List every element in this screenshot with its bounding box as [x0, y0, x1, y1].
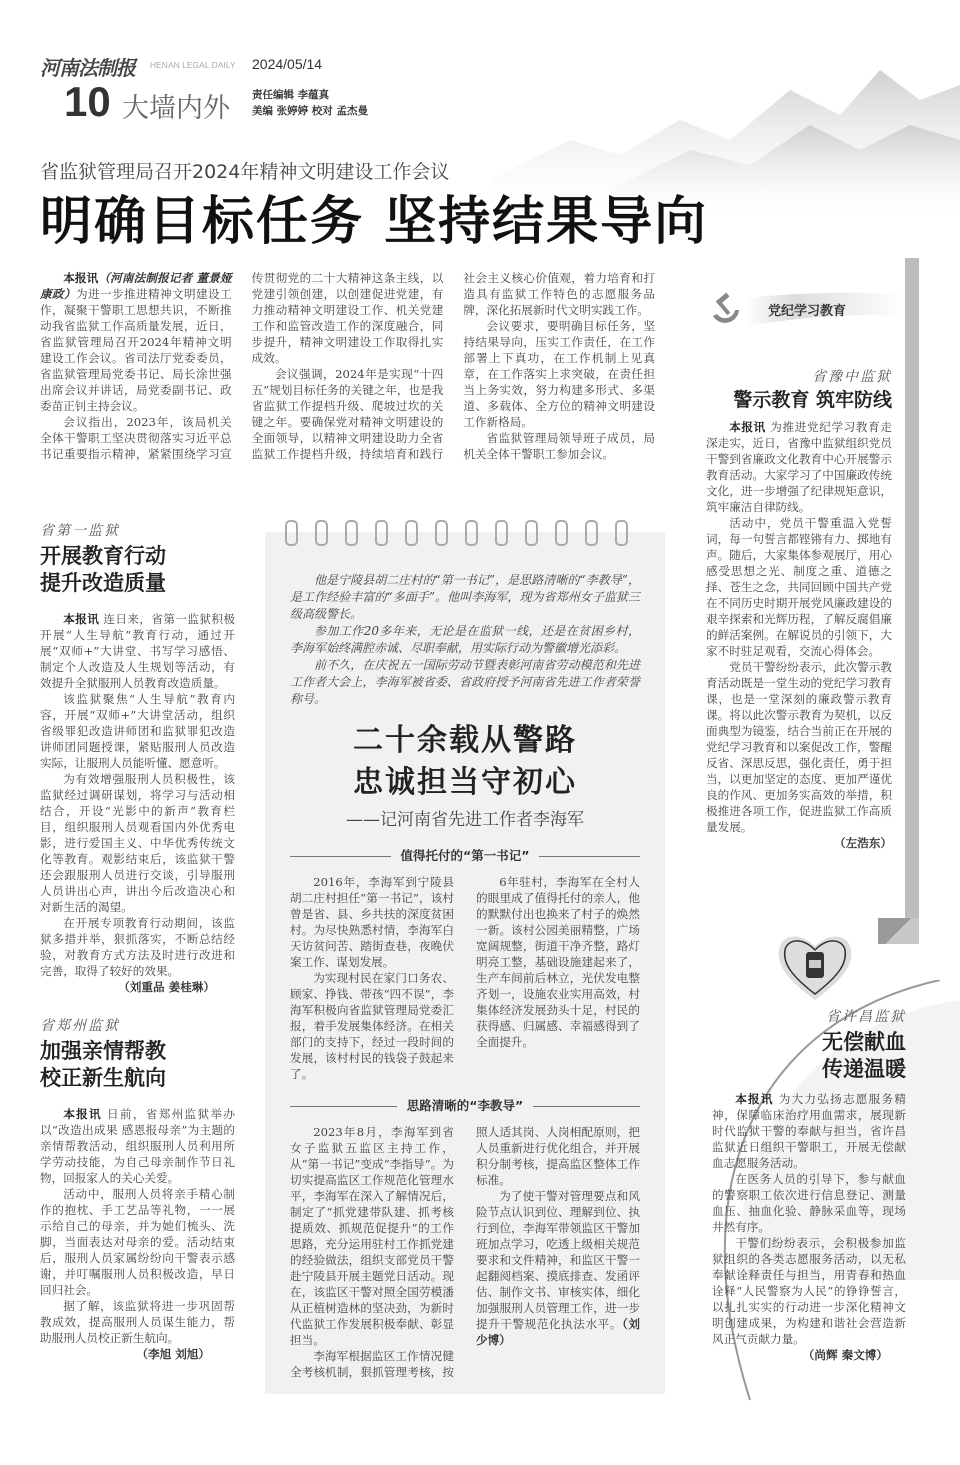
divider — [290, 1106, 397, 1107]
paragraph: 在医务人员的引导下，参与献血的警察职工依次进行信息登记、测量血压、抽血化验、静脉采血等，现场井然有序。 — [712, 1172, 906, 1234]
byline: （李旭 刘旭） — [136, 1347, 210, 1361]
headline-line: 传递温暖 — [822, 1057, 906, 1081]
party-column — [706, 368, 892, 851]
paragraph: 本报讯（河南法制报记者 董景娅 康政）为进一步推进精神文明建设工作，凝聚干警职工思想共识，不断推动我省监狱工作高质量发展，近日，省监狱管理局召开2024年精神文明建设工作会议。省司法厅党委委员，省监狱管理局党委书记、局长涂世强出席会议并讲话，局党委副书记、政委苗正钊主持会议。 — [40, 271, 232, 413]
paragraph: 前不久，在庆祝五一国际劳动节暨表彰河南省劳动模范和先进工作者大会上，李海军被省委、省政府授予河南省先进工作者荣誉称号。 — [290, 658, 640, 706]
issue-date: 2024/05/14 — [252, 56, 323, 72]
left-column — [40, 522, 235, 1362]
newspaper-logo: 河南法制报 — [40, 56, 135, 80]
paragraph: 2016年，李海军到宁陵县胡二庄村担任“第一书记”，该村曾是省、县、乡共扶的深度贫困村。为尽快熟悉村情，李海军白天访贫问苦、踏街查巷，夜晚伏案工作、谋划发展。 — [290, 875, 454, 969]
feature-section-body — [290, 874, 640, 1082]
paragraph: 本报讯 为推进党纪学习教育走深走实，近日，省豫中监狱组织党员干警到省廉政文化教育中心开展警示教育活动。大家学习了中国廉政传统文化，进一步增强了纪律规矩意识，筑牢廉洁自律防线。 — [706, 420, 892, 514]
paragraph: 会议要求，要明确目标任务，坚持结果导向，压实工作责任，在工作部署上下真功，在工作机制上见真章，在工作落实上求突破，在责任担当上务实效，努力构建多形式、多渠道、多载体、全方位的精神文明建设工作新格局。 — [463, 319, 655, 429]
lead-article-body — [40, 270, 655, 462]
headline-line: 开展教育行动 — [40, 544, 166, 568]
binder-ring — [495, 520, 508, 546]
editor-credits — [252, 87, 368, 119]
headline-line: 无偿献血 — [822, 1030, 906, 1054]
feature-section-body — [290, 1124, 640, 1380]
paragraph: 为有效增强服刑人员积极性，该监狱经过调研谋划，将学习与活动相结合，开设“光影中的新声”教育栏目，组织服刑人员观看国内外优秀电影，进行爱国主义、中华优秀传统文化等教育。观影结束后，该监狱干警还会跟服刑人员进行交谈，引导服刑人员讲出心声，讲出今后改造决心和对新生活的渴望。 — [40, 772, 235, 914]
headline-line: 提升改造质量 — [40, 571, 166, 595]
headline-line: 加强亲情帮教 — [40, 1039, 166, 1063]
paragraph: 活动中，党员干警重温入党誓词，每一句誓言都铿锵有力、掷地有声。随后，大家集体参观展厅，用心感受思想之光、制度之重、道德之择、苍生之念，共同回顾中国共产党在不同历史时期开展党风廉政建设的艰辛探索和光辉历程，了解反腐倡廉的鲜活案例。在解说员的引领下，大家不时驻足观看，交流心得体会。 — [706, 516, 892, 658]
byline: （刘少博） — [476, 1317, 640, 1347]
feature-box — [265, 532, 665, 1394]
feature-subtitle: ——记河南省先进工作者李海军 — [346, 810, 584, 830]
paragraph: 会议强调，2024年是实现“十四五”规划目标任务的关键之年，也是我省监狱工作提档升级、爬坡过坎的关键之年。要确保党对精神文明建设的全面领导，以精神文明建设助力全省监狱工作提档升级，持续培育和践行社会主义核心价值观，着力培育和打造具有监狱工作特色的志愿服务品牌，深化拓展新时代文明实践工作。 — [251, 271, 655, 461]
kicker: 省郑州监狱 — [40, 1018, 120, 1034]
paragraph: 活动中，服刑人员将亲手精心制作的抱枕、手工艺品等礼物，一一展示给自己的母亲，并为她们梳头、洗脚，当面表达对母亲的爱。活动结束后，服刑人员家属纷纷向干警表示感谢，并叮嘱服刑人员积极改造，早日回归社会。 — [40, 1187, 235, 1297]
xuchang-prison-article — [712, 1091, 906, 1363]
binder-ring — [585, 520, 598, 546]
newspaper-english-name: HENAN LEGAL DAILY — [150, 60, 236, 70]
paragraph: 为实现村民在家门口务农、顾家、挣钱、带孩“四不误”，李海军积极向省监狱管理局党委汇报，着手发展集体经济。在相关部门的支持下，经过一段时间的发展，该村村民的钱袋子鼓起来了。 — [290, 971, 454, 1081]
binder-ring — [465, 520, 478, 546]
party-banner-label: 党纪学习教育 — [768, 304, 847, 319]
divider — [539, 856, 640, 857]
paragraph: 据了解，该监狱将进一步巩固帮教成效，提高服刑人员谋生能力，帮助服刑人员校正新生航向。 — [40, 1299, 235, 1345]
section-name: 大墙内外 — [122, 93, 230, 124]
paragraph: 本报讯 连日来，省第一监狱积极开展“人生导航”教育行动，通过开展“双师+”大讲堂、书写学习感悟、制定个人改造及人生规划等活动，有效提升全狱服刑人员教育改造质量。 — [40, 612, 235, 690]
kicker: 省第一监狱 — [40, 523, 120, 539]
lead-headline: 明确目标任务 坚持结果导向 — [40, 191, 709, 252]
feature-intro — [290, 572, 640, 708]
byline: （刘重品 姜桂琳） — [118, 980, 215, 994]
zhengzhou-prison-header — [40, 1017, 235, 1092]
binder-ring — [435, 520, 448, 546]
paragraph: 为了使干警对管理要点和风险节点认识到位、理解到位、执行到位，李海军带领监区干警加班加点学习，吃透上级相关规范要求和文件精神，和监区干警一起翻阅档案、摸底排查、发函评估、制作文书、审核实体，细化加强服刑人员管理工作，进一步提升干警规范化执法水平。（刘少博） — [476, 1189, 640, 1347]
paragraph: 2023年8月，李海军到省女子监狱五监区主持工作，从“第一书记”变成“李指导”。为切实提高监区工作规范化管理水平，李海军在深入了解情况后，制定了“抓党建带队建、抓考核提质效、抓规范促提升”的工作思路，充分运用驻村工作抓党建的经验做法，组织支部党员干警赴宁陵县开展主题党日活动。现在，该监区干警对照全国劳模潘从正植树造林的坚决劲，为新时代监狱工作发展积极奉献、彰显担当。 — [290, 1125, 454, 1347]
byline: （左浩东） — [834, 836, 892, 850]
binder-ring — [405, 520, 418, 546]
binder-ring — [285, 520, 298, 546]
divider — [533, 1106, 640, 1107]
feature-headline — [290, 720, 640, 804]
editor-line: 责任编辑 李蕴真 — [252, 89, 330, 101]
frame-fold — [878, 918, 919, 944]
first-prison-article — [40, 611, 235, 995]
blood-donation-heart-icon — [775, 928, 855, 1004]
binder-ring — [525, 520, 538, 546]
first-prison-header — [40, 522, 235, 597]
lead-tag: 本报讯 — [63, 271, 99, 285]
paragraph: 会议指出，2023年，该局机关全体干警职工坚决贯彻落实习近平总书记重要指示精神，紧紧围绕学习宣传贯彻党的二十大精神这条主线，以党建引领创建，以创建促进党建，有力推动精神文明建设工作、机关党建工作和监管改造工作的深度融合，同步提升，精神文明建设工作取得扎实成效。 — [40, 271, 444, 461]
section-heading: 值得托付的“第一书记” — [290, 848, 640, 864]
headline-line: 忠诚担当守初心 — [353, 765, 577, 800]
kicker: 省许昌监狱 — [826, 1009, 906, 1025]
party-article-header — [706, 368, 892, 413]
paragraph: 该监狱聚焦“人生导航”教育内容，开展“双师+”大讲堂活动，组织省级罪犯改造讲师团和监狱罪犯改造讲师团同题授课，紧贴服刑人员改造实际，让服刑人员能听懂、愿意听。 — [40, 692, 235, 770]
design-line: 美编 张婷婷 校对 孟杰曼 — [252, 105, 368, 117]
party-article-body — [706, 419, 892, 851]
frame-border — [905, 258, 919, 918]
page-number: 10 — [64, 78, 111, 125]
section-heading: 思路清晰的“李教导” — [290, 1098, 640, 1114]
paragraph: 在开展专项教育行动期间，该监狱多措并举，狠抓落实，不断总结经验，对教育方式方法及时进行改进和完善，取得了较好的效果。 — [40, 916, 235, 978]
hammer-sickle-icon — [713, 293, 739, 323]
binder-ring — [315, 520, 328, 546]
xuchang-column — [712, 1008, 906, 1363]
paragraph: 6年驻村，李海军在全村人的眼里成了值得托付的亲人，他的默默付出也换来了村子的焕然一新。该村公园美丽精整，广场宽阔规整，街道干净齐整，路灯明亮工整，基础设施建起来了，生产车间前后林立，光伏发电整齐划一，设施农业实用高效，村集体经济发展劲头十足，村民的获得感、归属感、幸福感得到了全面提升。 — [476, 875, 640, 1049]
paragraph: 干警们纷纷表示，会积极参加监狱组织的各类志愿服务活动，以无私奉献诠释责任与担当，用青春和热血诠释“人民警察为人民”的铮铮誓言，以扎扎实实的行动进一步深化精神文明创建成果，为构建和谐社会营造新风正气贡献力量。 — [712, 1236, 906, 1346]
binder-ring — [615, 520, 628, 546]
lead-subtitle: 省监狱管理局召开2024年精神文明建设工作会议 — [40, 161, 450, 183]
paragraph: 本报讯 日前，省郑州监狱举办以“改造出成果 感恩报母亲”为主题的亲情帮教活动，组织服刑人员利用所学劳动技能，为自己母亲制作节日礼物，回报家人的关心关爱。 — [40, 1107, 235, 1185]
binder-ring — [375, 520, 388, 546]
headline-line: 校正新生航向 — [40, 1066, 166, 1090]
binder-ring — [555, 520, 568, 546]
paragraph: 党员干警纷纷表示，此次警示教育活动既是一堂生动的党纪学习教育课，也是一堂深刻的廉政警示教育课。将以此次警示教育为契机，以反面典型为镜鉴，结合当前正在开展的党纪学习教育和以案促改工作，警醒反省、深思反思，强化责任，勇于担当，以更加坚定的态度、更加严谨优良的作风、更加务实高效的举措，积极推进各项工作，促进监狱工作高质量发展。 — [706, 660, 892, 834]
binder-ring — [345, 520, 358, 546]
paragraph: 李海军根据监区工作情况健全考核机制，狠抓管理考核，按照人适其岗、人岗相配原则，把人员重新进行优化组合，并开展积分制考核，提高监区整体工作标准。 — [290, 1125, 640, 1379]
divider — [290, 856, 391, 857]
headline: 警示教育 筑牢防线 — [733, 389, 892, 411]
paragraph: 本报讯 为大力弘扬志愿服务精神，保障临床治疗用血需求，展现新时代监狱干警的奉献与担当，省许昌监狱近日组织干警职工，开展无偿献血志愿服务活动。 — [712, 1092, 906, 1170]
paragraph: 省监狱管理局领导班子成员，局机关全体干警职工参加会议。 — [463, 431, 655, 461]
kicker: 省豫中监狱 — [812, 369, 892, 385]
zhengzhou-prison-article — [40, 1106, 235, 1362]
xuchang-prison-header — [712, 1008, 906, 1083]
spacer — [40, 995, 235, 1017]
byline: （尚辉 秦文博） — [802, 1348, 888, 1362]
reporter-credit: （河南法制报记者 董景娅 康政） — [40, 271, 232, 301]
paragraph: 参加工作20多年来，无论是在监狱一线，还是在贫困乡村，李海军始终满腔赤诚、尽职奉献，用实际行动为警徽增光添彩。 — [290, 624, 640, 655]
headline-line: 二十余载从警路 — [353, 723, 577, 758]
paragraph: 他是宁陵县胡二庄村的“第一书记”，是思路清晰的“李教导”，是工作经验丰富的“多面手”。他叫李海军，现为省郑州女子监狱三级高级警长。 — [290, 573, 640, 621]
